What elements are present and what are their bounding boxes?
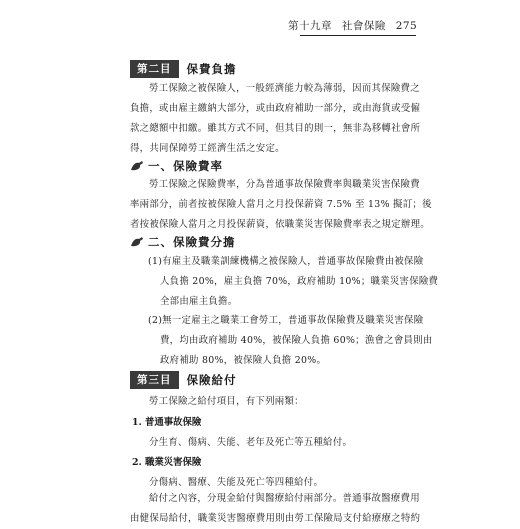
text-line: 得，共同保障勞工經濟生活之安定。 <box>130 143 285 154</box>
bullet-pen-icon <box>130 236 144 248</box>
section-title: 保險給付 <box>186 373 237 387</box>
sharing-item-1 <box>148 252 438 312</box>
benefits-paragraph <box>130 489 420 529</box>
text-line: 人負擔 20%，雇主負擔 70%，政府補助 10%；職業災害保險費 <box>160 276 439 287</box>
header-topic: 社會保險 <box>341 20 386 32</box>
subheading-title: 二、保險費分擔 <box>148 235 236 249</box>
header-chapter: 第十九章 <box>288 20 332 32</box>
header-rule <box>300 35 416 36</box>
page-number: 275 <box>395 20 418 32</box>
subheading-premium-sharing <box>130 234 236 250</box>
text-line: 由健保局給付，職業災害醫療費用則由勞工保險局支付給療療之特約 <box>130 513 421 524</box>
list-heading-ordinary: 1. 普通事故保險 <box>132 417 202 428</box>
text-line: 負擔，或由雇主繳納大部分，或由政府補助一部分，或由海貨或受僱 <box>130 103 421 114</box>
running-header <box>288 18 418 34</box>
text-line: 者按被保險人當月之月投保薪資，依職業災害保險費率表之規定辦理。 <box>130 219 430 230</box>
section-title: 保費負擔 <box>186 62 237 76</box>
list-body-occupational: 分傷病、醫療、失能及死亡等四種給付。 <box>149 477 324 488</box>
text-line: 率兩部分，前者按被保險人當月之月投保薪資 7.5% 至 13% 擬訂；後 <box>130 199 432 210</box>
bullet-pen-icon <box>130 160 144 172</box>
subheading-title: 一、保險費率 <box>148 159 223 173</box>
text-line: 勞工保險之保險費率，分為普通事故保險費率與職業災害保險費 <box>149 179 420 190</box>
premium-rate-paragraph <box>130 175 432 235</box>
text-line: 費，均由政府補助 40%，被保險人負擔 60%；漁會之會員則由 <box>160 335 433 346</box>
benefits-intro: 勞工保險之給付項目，有下列兩類： <box>149 396 304 407</box>
text-line: 給付之內容，分現金給付與醫療給付兩部分。普通事故醫療費用 <box>149 493 420 504</box>
text-line: 全部由雇主負擔。 <box>160 296 238 307</box>
sharing-item-2 <box>148 311 433 371</box>
list-heading-occupational: 2. 職業災害保險 <box>132 457 202 468</box>
text-line: 款之總額中扣繳。雖其方式不同，但其目的則一，無非為移轉社會所 <box>130 123 421 134</box>
section-badge: 第三目 <box>130 371 179 389</box>
text-line: (1)有雇主及職業訓練機構之被保險人，普通事故保險費由被保險 <box>148 256 424 267</box>
section-heading-benefits <box>130 371 237 389</box>
text-line: 勞工保險之被保險人，一般經濟能力較為薄弱，因而其保險費之 <box>149 83 420 94</box>
list-body-ordinary: 分生育、傷病、失能、老年及死亡等五種給付。 <box>149 437 353 448</box>
section-heading-premium <box>130 60 237 78</box>
text-line: (2)無一定雇主之職業工會勞工，普通事故保險費及職業災害保險 <box>148 315 424 326</box>
section-badge: 第二目 <box>130 60 179 78</box>
text-line: 政府補助 80%，被保險人負擔 20%。 <box>160 355 327 366</box>
premium-paragraph <box>130 79 420 159</box>
subheading-premium-rate <box>130 158 223 174</box>
